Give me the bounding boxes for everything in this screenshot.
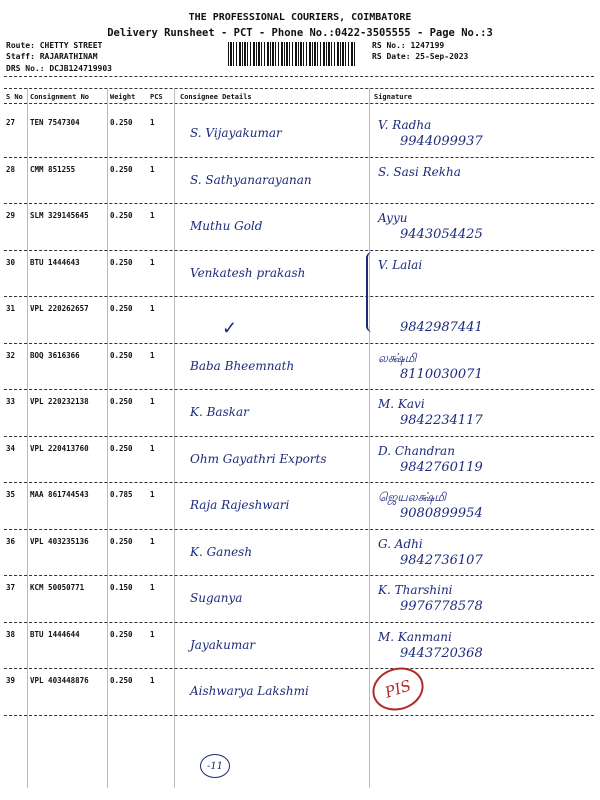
row-signature: V. Radha — [378, 118, 432, 132]
table-row — [0, 397, 600, 444]
row-consignee: Aishwarya Lakshmi — [190, 684, 309, 698]
row-consignee: Venkatesh prakash — [190, 265, 306, 280]
row-weight: 0.250 — [110, 443, 133, 453]
table-row — [0, 490, 600, 537]
row-pcs: 1 — [150, 118, 155, 127]
row-divider — [4, 529, 594, 530]
row-pcs: 1 — [150, 350, 155, 360]
row-pcs: 1 — [150, 536, 155, 546]
row-phone: 9443720368 — [400, 645, 483, 661]
row-phone: 9842987441 — [400, 320, 483, 335]
row-signature: M. Kanmani — [378, 629, 452, 644]
stamp-text: PIS — [382, 676, 414, 702]
row-pcs: 1 — [150, 164, 155, 174]
page-note — [200, 754, 230, 778]
row-divider — [4, 343, 594, 344]
table-row — [0, 304, 600, 351]
divider — [4, 103, 594, 104]
row-signature: லக்ஷ்மி — [378, 350, 417, 365]
row-pcs: 1 — [150, 490, 155, 499]
row-signature: M. Kavi — [378, 397, 425, 411]
row-phone: 9842736107 — [400, 552, 483, 568]
col-header-sno: S No — [6, 93, 23, 101]
barcode-icon — [228, 42, 356, 66]
row-weight: 0.250 — [110, 257, 133, 267]
table-row — [0, 676, 600, 723]
row-weight: 0.150 — [110, 583, 133, 592]
page-note-text: -11 — [206, 760, 224, 772]
row-phone: 9842234117 — [400, 413, 483, 428]
row-weight: 0.250 — [110, 397, 133, 406]
row-divider — [4, 250, 594, 251]
row-weight: 0.785 — [110, 490, 133, 499]
row-signature: V. Lalai — [378, 257, 423, 272]
row-sno: 29 — [6, 211, 16, 220]
row-signature: Ayyu — [378, 211, 408, 225]
table-row — [0, 351, 600, 398]
row-divider — [4, 482, 594, 483]
row-consignment: BTU 1444644 — [30, 629, 80, 639]
drs-number: DRS No.: DCJB124719903 — [6, 64, 112, 73]
row-consignee: Raja Rajeshwari — [190, 498, 290, 512]
row-divider — [4, 296, 594, 297]
row-sno: 35 — [6, 490, 16, 499]
row-pcs: 1 — [150, 211, 155, 220]
row-consignment: TEN 7547304 — [30, 118, 80, 127]
row-divider — [4, 668, 594, 669]
route-label: Route: CHETTY STREET — [6, 41, 103, 50]
row-pcs: 1 — [150, 583, 155, 592]
table-row — [0, 444, 600, 491]
row-phone: 9976778578 — [400, 599, 483, 614]
table-row — [0, 583, 600, 630]
row-consignment: VPL 220413760 — [30, 443, 89, 453]
col-header-consignment: Consignment No — [30, 93, 90, 101]
row-consignment: SLM 329145645 — [30, 211, 89, 220]
row-weight: 0.250 — [110, 118, 133, 127]
row-consignee: Muthu Gold — [190, 219, 263, 233]
rs-number: RS No.: 1247199 — [372, 41, 445, 50]
divider — [4, 76, 594, 77]
row-weight: 0.250 — [110, 629, 133, 639]
row-sno: 39 — [6, 676, 16, 685]
bracket-mark — [366, 252, 378, 332]
row-sno: 32 — [6, 350, 16, 360]
row-sno: 37 — [6, 583, 16, 592]
row-weight: 0.250 — [110, 676, 133, 685]
col-header-signature: Signature — [374, 93, 412, 101]
row-consignee: K. Ganesh — [190, 544, 253, 559]
row-sno: 27 — [6, 118, 16, 127]
row-divider — [4, 436, 594, 437]
row-sno: 36 — [6, 536, 16, 546]
row-weight: 0.250 — [110, 164, 133, 174]
row-consignment: BOQ 3616366 — [30, 350, 80, 360]
row-phone: 8110030071 — [400, 366, 483, 382]
row-divider — [4, 715, 594, 716]
row-sno: 30 — [6, 257, 16, 267]
row-pcs: 1 — [150, 397, 155, 406]
row-sno: 38 — [6, 629, 16, 639]
col-header-pcs: PCS — [150, 93, 163, 101]
row-consignment: VPL 220232138 — [30, 397, 89, 406]
table-row — [0, 165, 600, 212]
divider — [4, 88, 594, 89]
row-consignee: S. Sathyanarayanan — [190, 172, 312, 187]
row-weight: 0.250 — [110, 536, 133, 546]
row-signature: S. Sasi Rekha — [378, 164, 461, 179]
row-consignee: Baba Bheemnath — [190, 358, 295, 373]
row-consignee: Suganya — [190, 591, 243, 605]
row-divider — [4, 157, 594, 158]
table-row — [0, 630, 600, 677]
row-pcs: 1 — [150, 443, 155, 453]
row-weight: 0.250 — [110, 304, 133, 313]
row-signature: ஜெயலக்ஷ்மி — [378, 490, 447, 504]
row-consignment: KCM 50050771 — [30, 583, 85, 592]
company-title: THE PROFESSIONAL COURIERS, COIMBATORE — [188, 12, 412, 23]
row-consignment: VPL 403235136 — [30, 536, 89, 546]
row-pcs: 1 — [150, 304, 155, 313]
row-sno: 31 — [6, 304, 16, 313]
row-pcs: 1 — [150, 257, 155, 267]
rs-date: RS Date: 25-Sep-2023 — [372, 52, 469, 61]
row-consignee: S. Vijayakumar — [190, 126, 282, 140]
staff-label: Staff: RAJARATHINAM — [6, 52, 98, 61]
table-row — [0, 258, 600, 305]
row-phone: 9080899954 — [400, 506, 483, 521]
row-signature: G. Adhi — [378, 536, 423, 551]
row-signature: K. Tharshini — [378, 583, 453, 597]
row-divider — [4, 203, 594, 204]
row-phone: 9944099937 — [400, 134, 483, 149]
table-row — [0, 211, 600, 258]
row-consignment: BTU 1444643 — [30, 257, 80, 267]
row-sno: 28 — [6, 164, 16, 174]
row-consignment: VPL 403448876 — [30, 676, 89, 685]
table-row — [0, 118, 600, 165]
check-mark-icon: ✓ — [222, 318, 238, 338]
row-pcs: 1 — [150, 629, 155, 639]
row-consignment: MAA 861744543 — [30, 490, 89, 499]
row-divider — [4, 575, 594, 576]
row-sno: 34 — [6, 443, 16, 453]
row-consignment: CMM 851255 — [30, 164, 76, 174]
table-row — [0, 537, 600, 584]
row-consignee: Ohm Gayathri Exports — [190, 451, 327, 466]
row-phone: 9443054425 — [400, 227, 483, 242]
row-sno: 33 — [6, 397, 16, 406]
row-phone: 9842760119 — [400, 459, 483, 475]
col-header-consignee: Consignee Details — [180, 93, 252, 101]
row-weight: 0.250 — [110, 350, 133, 360]
row-signature: D. Chandran — [378, 443, 455, 458]
runsheet-subtitle: Delivery Runsheet - PCT - Phone No.:0422-3505555 - Page No.:3 — [107, 27, 493, 39]
row-consignee: K. Baskar — [190, 405, 249, 419]
row-pcs: 1 — [150, 676, 155, 685]
row-divider — [4, 622, 594, 623]
col-header-weight: Weight — [110, 93, 136, 101]
row-consignee: Jayakumar — [190, 637, 256, 652]
row-weight: 0.250 — [110, 211, 133, 220]
row-consignment: VPL 220262657 — [30, 304, 89, 313]
row-divider — [4, 389, 594, 390]
